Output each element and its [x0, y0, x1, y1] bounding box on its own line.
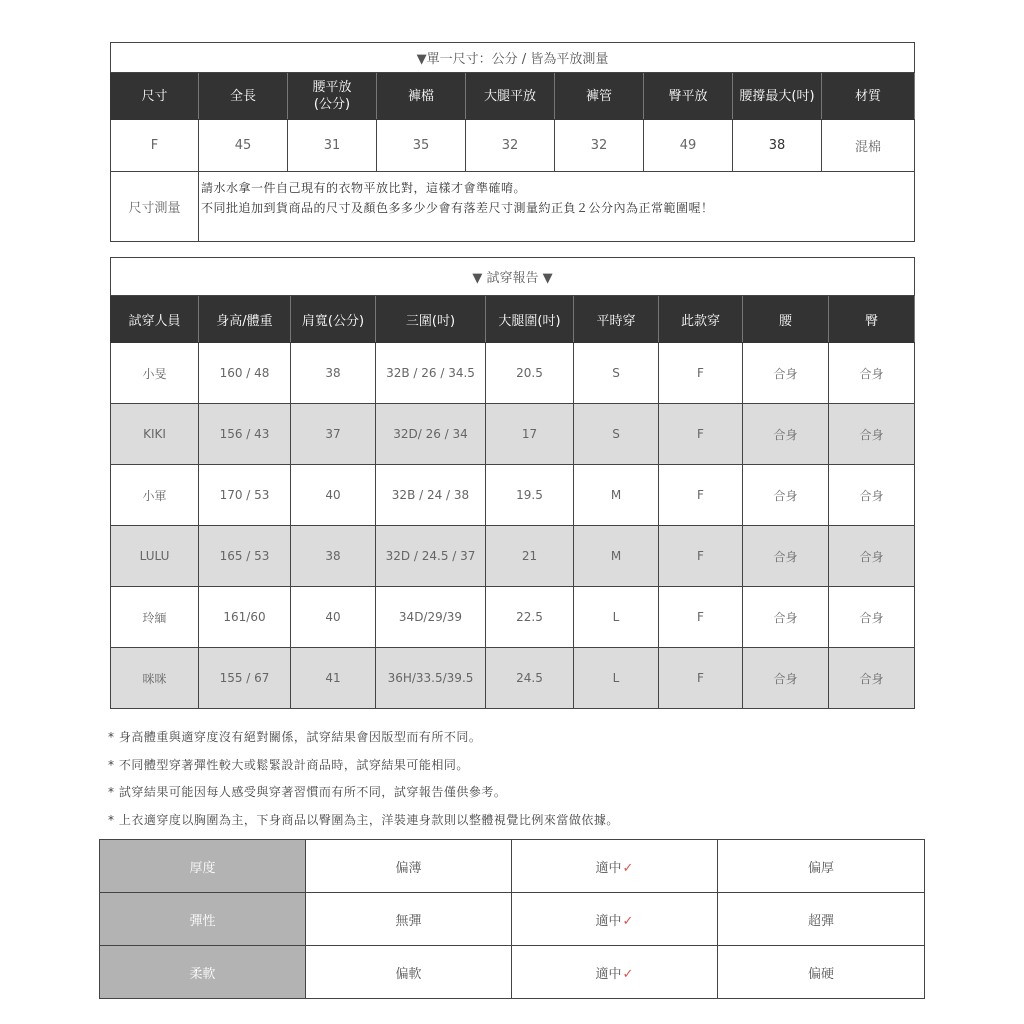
size-header-cell: 臀平放 [644, 73, 733, 120]
fit-notes [108, 728, 928, 838]
tryon-row [111, 648, 915, 709]
feel-option-label: 偏硬 [807, 966, 834, 982]
tryon-cell: 41 [291, 648, 376, 709]
feel-option-label: 適中 [595, 966, 622, 982]
tryon-header-cell: 此款穿 [659, 296, 743, 343]
tryon-cell: 32D/ 26 / 34 [376, 404, 486, 465]
tryon-cell: 合身 [743, 526, 829, 587]
tryon-cell: S [574, 404, 659, 465]
tryon-cell: 32B / 24 / 38 [376, 465, 486, 526]
size-table-caption: ▼單一尺寸：公分 / 皆為平放測量 [111, 43, 915, 73]
feel-option [718, 840, 925, 893]
tryon-header-cell: 肩寬(公分) [291, 296, 376, 343]
feel-option [512, 893, 718, 946]
size-value-cell: 31 [288, 120, 377, 172]
tryon-cell: 160 / 48 [199, 343, 291, 404]
check-icon: ✓ [622, 913, 634, 929]
tryon-cell: 合身 [743, 648, 829, 709]
tryon-cell: 22.5 [486, 587, 574, 648]
fit-note: * 上衣適穿度以胸圍為主，下身商品以臀圍為主，洋裝連身款則以整體視覺比例來當做依據。 [108, 812, 619, 827]
tryon-cell: F [659, 404, 743, 465]
tryon-table-caption: ▼ 試穿報告 ▼ [111, 258, 915, 296]
tryon-cell: F [659, 587, 743, 648]
tryon-cell: F [659, 648, 743, 709]
feel-label: 厚度 [100, 840, 306, 893]
feel-option [512, 946, 718, 999]
tryon-cell: 19.5 [486, 465, 574, 526]
tryon-row [111, 465, 915, 526]
tryon-cell: 36H/33.5/39.5 [376, 648, 486, 709]
tryon-cell: 合身 [743, 465, 829, 526]
tryon-cell: 37 [291, 404, 376, 465]
size-header-cell: 全長 [199, 73, 288, 120]
tryon-row [111, 526, 915, 587]
size-value-cell: 49 [644, 120, 733, 172]
tryon-row [111, 587, 915, 648]
tryon-cell: 合身 [829, 343, 915, 404]
tryon-cell: 合身 [829, 404, 915, 465]
size-value-cell: 35 [377, 120, 466, 172]
feel-option [718, 946, 925, 999]
tryon-cell: 165 / 53 [199, 526, 291, 587]
feel-option-label: 適中 [595, 860, 622, 876]
tryon-cell: 155 / 67 [199, 648, 291, 709]
tryon-cell: 合身 [743, 343, 829, 404]
fit-note: * 試穿結果可能因每人感受與穿著習慣而有所不同，試穿報告僅供參考。 [108, 785, 507, 799]
tryon-cell: KIKI [111, 404, 199, 465]
size-note-line: 不同批追加到貨商品的尺寸及顏色多多少少會有落差尺寸測量約正負２公分內為正常範圍喔！ [201, 201, 714, 215]
feel-option [512, 840, 718, 893]
tryon-cell: 17 [486, 404, 574, 465]
size-header-cell: 褲管 [555, 73, 644, 120]
tryon-row [111, 404, 915, 465]
tryon-cell: 合身 [743, 587, 829, 648]
tryon-cell: LULU [111, 526, 199, 587]
tryon-cell: 21 [486, 526, 574, 587]
tryon-cell: 小軍 [111, 465, 199, 526]
tryon-header-cell: 大腿圍(吋) [486, 296, 574, 343]
tryon-cell: 合身 [829, 587, 915, 648]
feel-option-label: 偏薄 [395, 860, 422, 876]
size-note-line: 請水水拿一件自己現有的衣物平放比對，這樣才會準確唷。 [201, 181, 527, 195]
feel-row [100, 840, 925, 893]
feel-label: 彈性 [100, 893, 306, 946]
feel-option-label: 偏軟 [395, 966, 422, 982]
size-value-cell: 32 [555, 120, 644, 172]
feel-label: 柔軟 [100, 946, 306, 999]
tryon-cell: F [659, 465, 743, 526]
tryon-header-cell: 試穿人員 [111, 296, 199, 343]
check-icon: ✓ [622, 860, 634, 876]
tryon-cell: L [574, 648, 659, 709]
tryon-cell: 40 [291, 587, 376, 648]
size-header-cell: 大腿平放 [466, 73, 555, 120]
size-note-text [199, 172, 915, 242]
fit-note: * 身高體重與適穿度沒有絕對關係，試穿結果會因版型而有所不同。 [108, 730, 482, 744]
tryon-cell: 32D / 24.5 / 37 [376, 526, 486, 587]
tryon-header-cell: 身高/體重 [199, 296, 291, 343]
tryon-cell: 合身 [829, 648, 915, 709]
tryon-cell: 156 / 43 [199, 404, 291, 465]
size-header-cell: 腰撐最大(吋) [733, 73, 822, 120]
size-value-cell: F [111, 120, 199, 172]
size-value-cell: 45 [199, 120, 288, 172]
tryon-cell: 161/60 [199, 587, 291, 648]
tryon-cell: 170 / 53 [199, 465, 291, 526]
tryon-cell: M [574, 526, 659, 587]
tryon-cell: 34D/29/39 [376, 587, 486, 648]
feel-option [306, 893, 512, 946]
tryon-cell: 玲緬 [111, 587, 199, 648]
tryon-cell: 小旻 [111, 343, 199, 404]
feel-option-label: 偏厚 [807, 860, 834, 876]
size-header-cell: 尺寸 [111, 73, 199, 120]
fit-note: * 不同體型穿著彈性較大或鬆緊設計商品時，試穿結果可能相同。 [108, 757, 469, 772]
size-value-cell: 混棉 [822, 120, 915, 172]
tryon-cell: 合身 [829, 465, 915, 526]
tryon-cell: S [574, 343, 659, 404]
tryon-cell: 合身 [829, 526, 915, 587]
tryon-cell: 40 [291, 465, 376, 526]
tryon-row [111, 343, 915, 404]
tryon-cell: F [659, 343, 743, 404]
fabric-feel-table [99, 839, 925, 999]
feel-row [100, 893, 925, 946]
tryon-cell: 咪咪 [111, 648, 199, 709]
tryon-cell: L [574, 587, 659, 648]
size-value-cell: 32 [466, 120, 555, 172]
feel-option-label: 超彈 [807, 913, 834, 929]
feel-option [718, 893, 925, 946]
check-icon: ✓ [622, 966, 634, 982]
tryon-cell: 合身 [743, 404, 829, 465]
size-value-cell: 38 [733, 120, 822, 172]
size-header-cell: 材質 [822, 73, 915, 120]
size-header-cell: 腰平放 (公分) [288, 73, 377, 120]
tryon-header-cell: 平時穿 [574, 296, 659, 343]
feel-row [100, 946, 925, 999]
tryon-header-cell: 三圍(吋) [376, 296, 486, 343]
tryon-cell: 38 [291, 526, 376, 587]
feel-option-label: 無彈 [395, 913, 422, 929]
tryon-cell: F [659, 526, 743, 587]
tryon-header-cell: 臀 [829, 296, 915, 343]
tryon-cell: 20.5 [486, 343, 574, 404]
tryon-report-table [110, 257, 915, 709]
feel-option [306, 840, 512, 893]
tryon-cell: 24.5 [486, 648, 574, 709]
feel-option [306, 946, 512, 999]
tryon-cell: 32B / 26 / 34.5 [376, 343, 486, 404]
tryon-header-cell: 腰 [743, 296, 829, 343]
size-table [110, 42, 915, 242]
size-header-cell: 褲檔 [377, 73, 466, 120]
feel-option-label: 適中 [595, 913, 622, 929]
size-note-label: 尺寸測量 [111, 172, 199, 242]
tryon-cell: 38 [291, 343, 376, 404]
tryon-cell: M [574, 465, 659, 526]
